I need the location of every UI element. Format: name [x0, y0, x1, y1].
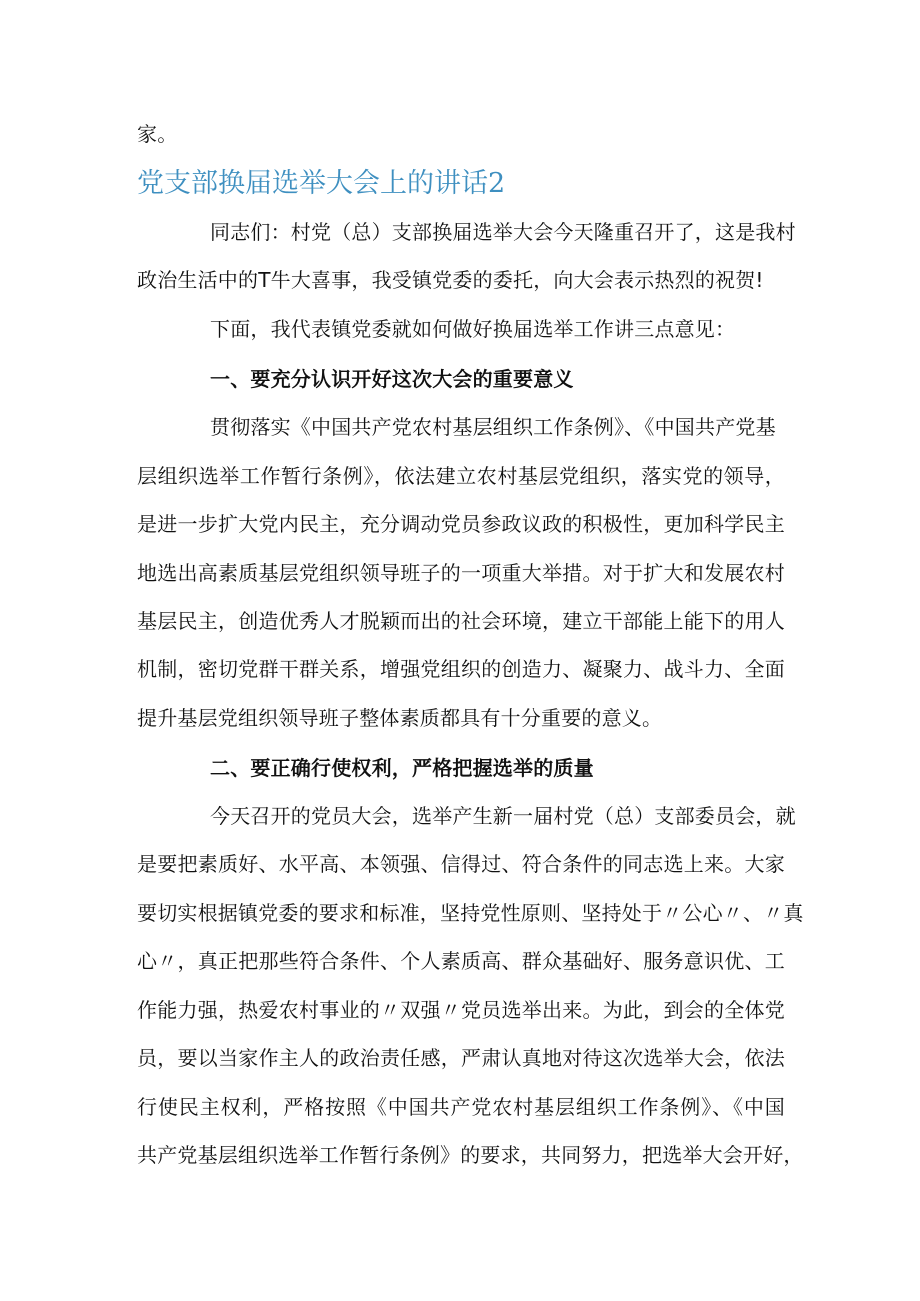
section-heading-2: 二、要正确行使权利，严格把握选举的质量: [210, 756, 594, 780]
paragraph-3-line-1: 贯彻落实《中国共产党农村基层组织工作条例》、《中国共产党基: [210, 415, 776, 439]
paragraph-3-line-6: 机制，密切党群干群关系，增强党组织的创造力、凝聚力、战斗力、全面: [137, 657, 785, 681]
paragraph-3-line-7: 提升基层党组织领导班子整体素质都具有十分重要的意义。: [137, 706, 663, 730]
lead-line: 家。: [137, 122, 178, 146]
section-heading-1: 一、要充分认识开好这次大会的重要意义: [210, 367, 574, 391]
document-title: 党支部换届选举大会上的讲话2: [137, 168, 506, 199]
paragraph-4-line-6: 员，要以当家作主人的政治责任感，严肃认真地对待这次选举大会，依法: [137, 1046, 785, 1070]
paragraph-1-line-1: 同志们：村党（总）支部换届选举大会今天隆重召开了，这是我村: [210, 220, 796, 244]
paragraph-4-line-5: 作能力强，热爱农村事业的〃双强〃党员选举出来。为此，到会的全体党: [137, 998, 785, 1022]
paragraph-4-line-8: 共产党基层组织选举工作暂行条例》的要求，共同努力，把选举大会开好，: [137, 1143, 804, 1167]
paragraph-4-line-2: 是要把素质好、水平高、本领强、信得过、符合条件的同志选上来。大家: [137, 852, 785, 876]
paragraph-4-line-1: 今天召开的党员大会，选举产生新一届村党（总）支部委员会，就: [210, 804, 796, 828]
paragraph-3-line-5: 基层民主，创造优秀人才脱颖而出的社会环境，建立干部能上能下的用人: [137, 609, 785, 633]
paragraph-1-line-2: 政治生活中的T牛大喜事，我受镇党委的委托，向大会表示热烈的祝贺!: [137, 268, 764, 292]
paragraph-3-line-3: 是进一步扩大党内民主，充分调动党员参政议政的积极性，更加科学民主: [137, 512, 785, 536]
paragraph-3-line-2: 层组织选举工作暂行条例》，依法建立农村基层党组织，落实党的领导，: [137, 464, 785, 488]
paragraph-4-line-3: 要切实根据镇党委的要求和标准，坚持党性原则、坚持处于〃公心〃、〃真: [137, 901, 804, 925]
paragraph-3-line-4: 地选出高素质基层党组织领导班子的一项重大举措。对于扩大和发展农村: [137, 561, 785, 585]
paragraph-4-line-4: 心〃，真正把那些符合条件、个人素质高、群众基础好、服务意识优、工: [137, 949, 785, 973]
paragraph-4-line-7: 行使民主权利，严格按照《中国共产党农村基层组织工作条例》、《中国: [137, 1095, 785, 1119]
paragraph-2: 下面，我代表镇党委就如何做好换届选举工作讲三点意见：: [210, 317, 736, 341]
